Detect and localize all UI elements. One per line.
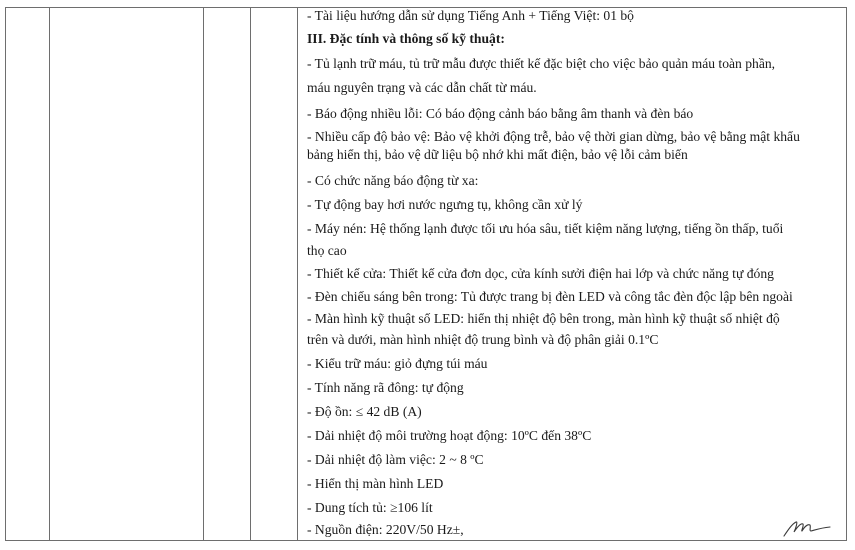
spec-line: bảng hiển thị, bảo vệ dữ liệu bộ nhớ khi mất điện, bảo vệ lỗi cảm biến xyxy=(307,147,688,162)
section-heading: III. Đặc tính và thông số kỹ thuật: xyxy=(307,31,505,46)
column-divider xyxy=(297,8,298,540)
column-divider xyxy=(250,8,251,540)
spec-line: máu nguyên trạng và các dẫn chất từ máu. xyxy=(307,80,537,95)
spec-line: thọ cao xyxy=(307,243,347,258)
spec-line: - Có chức năng báo động từ xa: xyxy=(307,173,479,188)
spec-table xyxy=(5,7,847,541)
spec-line: - Tự động bay hơi nước ngưng tụ, không cần xử lý xyxy=(307,197,583,212)
spec-line: - Nhiều cấp độ bảo vệ: Bảo vệ khởi động trễ, bảo vệ thời gian dừng, bảo vệ bằng mật khẩu xyxy=(307,129,800,144)
spec-line: - Đèn chiếu sáng bên trong: Tủ được trang bị đèn LED và công tắc đèn độc lập bên ngoài xyxy=(307,289,793,304)
spec-line: - Màn hình kỹ thuật số LED: hiển thị nhiệt độ bên trong, màn hình kỹ thuật số nhiệt độ xyxy=(307,311,780,326)
spec-line: - Tài liệu hướng dẫn sử dụng Tiếng Anh + Tiếng Việt: 01 bộ xyxy=(307,8,634,23)
spec-line: - Dải nhiệt độ làm việc: 2 ~ 8 ºC xyxy=(307,452,484,467)
spec-line: - Kiểu trữ máu: giỏ đựng túi máu xyxy=(307,356,488,371)
spec-line: - Nguồn điện: 220V/50 Hz±, xyxy=(307,522,464,537)
column-divider xyxy=(49,8,50,540)
spec-line: trên và dưới, màn hình nhiệt độ trung bình và độ phân giải 0.1ºC xyxy=(307,332,659,347)
spec-line: - Máy nén: Hệ thống lạnh được tối ưu hóa sâu, tiết kiệm năng lượng, tiếng ồn thấp, tuổi xyxy=(307,221,784,236)
spec-line: - Dải nhiệt độ môi trường hoạt động: 10ºC đến 38ºC xyxy=(307,428,592,443)
spec-line: - Hiển thị màn hình LED xyxy=(307,476,444,491)
spec-line: - Thiết kế cửa: Thiết kế cửa đơn dọc, cửa kính sưởi điện hai lớp và chức năng tự đóng xyxy=(307,266,774,281)
column-divider xyxy=(203,8,204,540)
spec-line: - Báo động nhiều lỗi: Có báo động cảnh báo bằng âm thanh và đèn báo xyxy=(307,106,694,121)
spec-line: - Độ ồn: ≤ 42 dB (A) xyxy=(307,404,422,419)
spec-line: - Tính năng rã đông: tự động xyxy=(307,380,464,395)
spec-line: - Tủ lạnh trữ máu, tủ trữ mẫu được thiết kế đặc biệt cho việc bảo quản máu toàn phần, xyxy=(307,56,776,71)
signature-initials-icon xyxy=(782,516,832,538)
spec-line: - Dung tích tủ: ≥106 lít xyxy=(307,500,433,515)
